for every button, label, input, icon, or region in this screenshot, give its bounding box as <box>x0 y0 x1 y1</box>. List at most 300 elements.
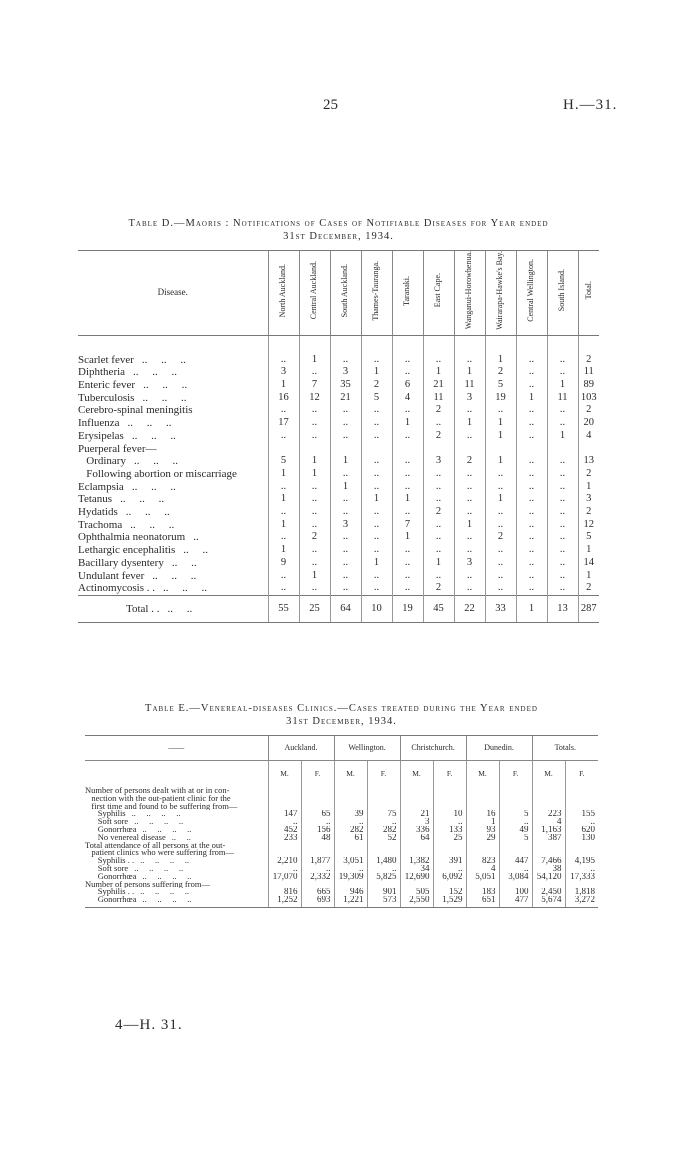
value-cell: 2 <box>423 404 454 417</box>
table-e-caption-line2: 31st December, 1934. <box>286 716 397 727</box>
value-cell: .. <box>361 455 392 468</box>
value-cell <box>268 795 301 803</box>
value-cell: 3 <box>330 366 361 379</box>
value-cell: .. <box>485 404 516 417</box>
row-label-text: Number of persons suffering from— <box>85 880 210 889</box>
sex-subheader: M. <box>268 761 301 788</box>
value-cell: .. <box>330 354 361 367</box>
value-cell: .. <box>330 468 361 481</box>
value-cell <box>499 881 532 889</box>
value-cell: 11 <box>578 366 599 379</box>
value-cell: 477 <box>499 896 532 907</box>
value-cell: .. <box>299 430 330 443</box>
value-cell: .. <box>392 455 423 468</box>
spacer-cell <box>361 335 392 354</box>
value-cell: .. <box>516 493 547 506</box>
row-label <box>85 795 268 803</box>
value-cell: 21 <box>330 392 361 405</box>
value-cell: 1 <box>454 417 485 430</box>
value-cell: 35 <box>330 379 361 392</box>
region-column-label: Total. <box>583 281 593 300</box>
value-cell: 25 <box>433 834 466 842</box>
value-cell: .. <box>423 544 454 557</box>
value-cell: .. <box>330 570 361 583</box>
value-cell <box>400 842 433 850</box>
region-column-header <box>485 251 516 336</box>
value-cell: 2 <box>578 354 599 367</box>
value-cell: .. <box>392 354 423 367</box>
value-cell: 17,333 <box>565 873 598 881</box>
value-cell <box>499 803 532 811</box>
value-cell: 1 <box>423 557 454 570</box>
value-cell: .. <box>268 430 299 443</box>
value-cell <box>361 443 392 456</box>
disease-name: Eclampsia <box>78 480 124 493</box>
table-row <box>78 531 599 544</box>
value-cell: 387 <box>532 834 565 842</box>
value-cell <box>334 849 367 857</box>
value-cell: 1 <box>299 354 330 367</box>
value-cell: .. <box>361 468 392 481</box>
table-row <box>78 506 599 519</box>
row-label-text: No venereal disease <box>85 833 166 842</box>
value-cell: .. <box>367 818 400 826</box>
value-cell <box>334 842 367 850</box>
sex-subheader: M. <box>532 761 565 788</box>
value-cell: 2 <box>578 404 599 417</box>
table-row <box>85 865 598 873</box>
value-cell: .. <box>547 570 578 583</box>
row-label <box>85 810 268 818</box>
table-row <box>78 392 599 405</box>
value-cell: 1,480 <box>367 857 400 865</box>
disease-name: Following abortion or miscarriage <box>78 467 237 480</box>
value-cell: .. <box>367 865 400 873</box>
value-cell: .. <box>268 481 299 494</box>
value-cell: .. <box>299 557 330 570</box>
value-cell: .. <box>547 366 578 379</box>
value-cell: 1 <box>268 468 299 481</box>
value-cell: .. <box>423 519 454 532</box>
table-row <box>78 366 599 379</box>
table-row <box>78 430 599 443</box>
value-cell <box>578 443 599 456</box>
value-cell: 152 <box>433 888 466 896</box>
value-cell <box>423 443 454 456</box>
leader-dots: .. .. .. .. <box>134 864 184 873</box>
value-cell: 7,466 <box>532 857 565 865</box>
value-cell <box>499 795 532 803</box>
value-cell <box>565 842 598 850</box>
value-cell: 1 <box>299 468 330 481</box>
value-cell: .. <box>485 544 516 557</box>
value-cell <box>454 443 485 456</box>
value-cell: 1 <box>485 455 516 468</box>
region-column-header <box>268 251 299 336</box>
value-cell: 1 <box>454 366 485 379</box>
table-row <box>78 582 599 595</box>
row-label <box>85 818 268 826</box>
value-cell: 452 <box>268 826 301 834</box>
disease-name: Puerperal fever— <box>78 442 157 455</box>
value-cell: 13 <box>578 455 599 468</box>
table-d-caption <box>78 217 599 243</box>
region-column-header <box>361 251 392 336</box>
value-cell: 2,450 <box>532 888 565 896</box>
value-cell: 1 <box>361 493 392 506</box>
row-label <box>85 787 268 795</box>
value-cell: .. <box>268 865 301 873</box>
value-cell <box>301 849 334 857</box>
value-cell <box>565 803 598 811</box>
value-cell: .. <box>299 519 330 532</box>
value-cell <box>466 849 499 857</box>
value-cell: 4 <box>578 430 599 443</box>
value-cell: 17 <box>268 417 299 430</box>
leader-dots: .. .. .. <box>142 391 187 404</box>
disease-label <box>78 481 268 494</box>
value-cell: 45 <box>423 595 454 622</box>
value-cell: .. <box>423 531 454 544</box>
value-cell: .. <box>516 354 547 367</box>
value-cell: .. <box>330 582 361 595</box>
value-cell: .. <box>565 818 598 826</box>
value-cell: .. <box>516 519 547 532</box>
value-cell: 816 <box>268 888 301 896</box>
value-cell: 25 <box>299 595 330 622</box>
table-row <box>78 417 599 430</box>
value-cell: 3,051 <box>334 857 367 865</box>
value-cell: .. <box>454 582 485 595</box>
leader-dots: .. .. .. <box>152 569 197 582</box>
table-row <box>78 557 599 570</box>
disease-name: Trachoma <box>78 518 123 531</box>
value-cell: 29 <box>466 834 499 842</box>
value-cell: 1 <box>392 493 423 506</box>
value-cell: 5,051 <box>466 873 499 881</box>
value-cell: 12 <box>578 519 599 532</box>
value-cell <box>299 443 330 456</box>
value-cell <box>268 803 301 811</box>
value-cell: .. <box>454 544 485 557</box>
value-cell: 5 <box>499 810 532 818</box>
table-row <box>85 842 598 850</box>
value-cell <box>301 803 334 811</box>
value-cell: .. <box>423 570 454 583</box>
value-cell: .. <box>392 570 423 583</box>
value-cell: .. <box>330 430 361 443</box>
leader-dots: .. .. <box>167 602 193 615</box>
table-row <box>85 896 598 907</box>
value-cell: 130 <box>565 834 598 842</box>
value-cell: 1,221 <box>334 896 367 907</box>
disease-label <box>78 404 268 417</box>
spacer-cell <box>547 335 578 354</box>
value-cell: 4,195 <box>565 857 598 865</box>
leader-dots: .. .. .. <box>133 455 178 468</box>
value-cell: .. <box>268 531 299 544</box>
value-cell: .. <box>361 481 392 494</box>
value-cell: .. <box>330 506 361 519</box>
value-cell: 61 <box>334 834 367 842</box>
value-cell: .. <box>516 404 547 417</box>
row-label-text: Total attendance of all persons at the out- <box>85 841 226 850</box>
value-cell: 19 <box>392 595 423 622</box>
value-cell: 233 <box>268 834 301 842</box>
disease-label <box>78 519 268 532</box>
value-cell: .. <box>361 430 392 443</box>
value-cell <box>433 881 466 889</box>
table-d-caption-line1: Table D.—Maoris : Notifications of Cases of Notifiable Diseases for Year ended <box>128 218 549 229</box>
value-cell: .. <box>485 481 516 494</box>
value-cell <box>330 443 361 456</box>
value-cell: 1 <box>547 379 578 392</box>
value-cell: 20 <box>578 417 599 430</box>
clinic-group-header: Totals. <box>532 736 598 761</box>
value-cell: .. <box>547 354 578 367</box>
table-row <box>78 455 599 468</box>
row-label <box>85 857 268 865</box>
disease-name: Lethargic encephalitis <box>78 544 176 557</box>
table-row <box>78 544 599 557</box>
region-column-header <box>578 251 599 336</box>
leader-dots: .. .. .. <box>133 366 178 379</box>
value-cell <box>499 787 532 795</box>
value-cell: .. <box>516 430 547 443</box>
value-cell: .. <box>454 468 485 481</box>
value-cell: .. <box>330 557 361 570</box>
value-cell: 1 <box>268 493 299 506</box>
value-cell: 54,120 <box>532 873 565 881</box>
value-cell: .. <box>547 468 578 481</box>
row-label <box>85 873 268 881</box>
value-cell: 49 <box>499 826 532 834</box>
value-cell: .. <box>268 818 301 826</box>
value-cell <box>466 787 499 795</box>
value-cell: 1 <box>392 531 423 544</box>
value-cell: .. <box>433 865 466 873</box>
value-cell: 4 <box>392 392 423 405</box>
value-cell: 10 <box>433 810 466 818</box>
table-row <box>85 881 598 889</box>
spacer-cell <box>78 335 268 354</box>
value-cell <box>367 795 400 803</box>
sex-subheader: F. <box>565 761 598 788</box>
value-cell <box>516 443 547 456</box>
value-cell: 75 <box>367 810 400 818</box>
value-cell: 5,674 <box>532 896 565 907</box>
disease-label <box>78 506 268 519</box>
sex-subheader: M. <box>334 761 367 788</box>
region-column-label: Wanganui-Horowhenua. <box>464 251 474 330</box>
value-cell: .. <box>392 430 423 443</box>
disease-label <box>78 455 268 468</box>
leader-dots: .. .. .. .. <box>140 888 189 897</box>
value-cell: 17,070 <box>268 873 301 881</box>
value-cell <box>334 881 367 889</box>
value-cell: .. <box>334 818 367 826</box>
region-column-header <box>392 251 423 336</box>
value-cell: 1 <box>330 455 361 468</box>
leader-dots: .. .. .. .. <box>134 818 184 826</box>
value-cell: 2,332 <box>301 873 334 881</box>
value-cell: .. <box>516 582 547 595</box>
region-column-label: Central Auckland. <box>309 261 319 320</box>
row-label-text: Gonorrhœa <box>85 825 137 834</box>
disease-name: Total . . <box>126 602 160 615</box>
value-cell: 3 <box>400 818 433 826</box>
value-cell: 391 <box>433 857 466 865</box>
value-cell: 1 <box>268 519 299 532</box>
disease-label <box>78 354 268 367</box>
value-cell <box>466 842 499 850</box>
value-cell: 39 <box>334 810 367 818</box>
value-cell <box>565 881 598 889</box>
row-label <box>85 842 268 850</box>
disease-label <box>78 582 268 595</box>
value-cell: 1 <box>330 481 361 494</box>
value-cell: 2 <box>578 582 599 595</box>
table-row <box>78 519 599 532</box>
disease-label <box>78 557 268 570</box>
value-cell: 2 <box>299 531 330 544</box>
value-cell: 1,252 <box>268 896 301 907</box>
value-cell: 823 <box>466 857 499 865</box>
value-cell: 183 <box>466 888 499 896</box>
value-cell <box>565 795 598 803</box>
value-cell: .. <box>485 582 516 595</box>
value-cell: .. <box>299 366 330 379</box>
row-label-text: Gonorrhœa <box>85 872 137 881</box>
value-cell: .. <box>423 417 454 430</box>
value-cell: .. <box>485 570 516 583</box>
value-cell: 946 <box>334 888 367 896</box>
value-cell: .. <box>547 481 578 494</box>
value-cell: 3 <box>330 519 361 532</box>
value-cell: .. <box>301 865 334 873</box>
leader-dots: .. .. .. <box>127 417 172 430</box>
value-cell: 3 <box>423 455 454 468</box>
value-cell: 3 <box>268 366 299 379</box>
value-cell: .. <box>423 468 454 481</box>
value-cell: 11 <box>423 392 454 405</box>
value-cell <box>466 881 499 889</box>
value-cell: 1,529 <box>433 896 466 907</box>
value-cell: .. <box>299 582 330 595</box>
value-cell <box>301 795 334 803</box>
value-cell <box>367 849 400 857</box>
value-cell: 2,210 <box>268 857 301 865</box>
sex-subheader: F. <box>301 761 334 788</box>
spacer-cell <box>392 335 423 354</box>
value-cell: .. <box>454 531 485 544</box>
leader-dots: .. <box>193 531 199 544</box>
disease-label <box>78 595 268 622</box>
value-cell: 2 <box>423 430 454 443</box>
spacer-cell <box>299 335 330 354</box>
value-cell <box>400 849 433 857</box>
value-cell: 5 <box>361 392 392 405</box>
value-cell <box>485 443 516 456</box>
value-cell: .. <box>454 430 485 443</box>
value-cell <box>367 881 400 889</box>
value-cell <box>499 849 532 857</box>
value-cell: .. <box>361 570 392 583</box>
value-cell: 21 <box>400 810 433 818</box>
row-label-text: Gonorrhœa <box>85 896 137 905</box>
value-cell: .. <box>299 481 330 494</box>
disease-label <box>78 570 268 583</box>
value-cell: 7 <box>299 379 330 392</box>
row-label-text: Syphilis . . <box>85 888 135 897</box>
value-cell: 1 <box>516 595 547 622</box>
value-cell: 651 <box>466 896 499 907</box>
leader-dots: .. .. .. .. <box>140 857 189 865</box>
value-cell: 2 <box>578 506 599 519</box>
value-cell: .. <box>454 404 485 417</box>
footer-reference: 4—H. 31. <box>115 1017 183 1033</box>
table-row <box>78 493 599 506</box>
value-cell: 6,092 <box>433 873 466 881</box>
disease-label <box>78 468 268 481</box>
value-cell: .. <box>361 354 392 367</box>
disease-label <box>78 531 268 544</box>
region-column-header <box>516 251 547 336</box>
value-cell: .. <box>268 570 299 583</box>
value-cell: 14 <box>578 557 599 570</box>
value-cell: .. <box>547 544 578 557</box>
value-cell: .. <box>516 455 547 468</box>
leader-dots: .. .. .. <box>131 429 176 442</box>
value-cell: 3,084 <box>499 873 532 881</box>
value-cell: .. <box>392 366 423 379</box>
value-cell <box>466 795 499 803</box>
value-cell <box>400 787 433 795</box>
row-label <box>85 881 268 889</box>
table-d-caption-line2: 31st December, 1934. <box>283 231 394 242</box>
value-cell: .. <box>361 404 392 417</box>
region-column-label: South Island. <box>557 269 567 312</box>
value-cell <box>268 842 301 850</box>
disease-name: Actinomycosis . . <box>78 582 155 595</box>
row-label-text: nection with the out-patient clinic for the <box>85 794 231 803</box>
table-row <box>85 803 598 811</box>
disease-label <box>78 443 268 456</box>
total-row <box>78 595 599 622</box>
value-cell: 100 <box>499 888 532 896</box>
value-cell: 1 <box>454 519 485 532</box>
value-cell <box>466 803 499 811</box>
region-column-label: Central Wellington. <box>526 259 536 322</box>
value-cell: .. <box>330 544 361 557</box>
value-cell <box>433 849 466 857</box>
value-cell: 3,272 <box>565 896 598 907</box>
value-cell: .. <box>392 404 423 417</box>
value-cell: 2 <box>423 506 454 519</box>
value-cell: 4 <box>466 865 499 873</box>
value-cell: .. <box>392 481 423 494</box>
disease-name: Cerebro-spinal meningitis <box>78 404 193 417</box>
value-cell: 16 <box>268 392 299 405</box>
value-cell: .. <box>268 582 299 595</box>
value-cell: .. <box>547 531 578 544</box>
leader-dots: .. .. <box>171 833 191 842</box>
row-label-text: Syphilis <box>85 810 126 819</box>
value-cell: 1 <box>485 417 516 430</box>
row-label-text: first time and found to be suffering from— <box>85 802 238 811</box>
value-cell <box>400 881 433 889</box>
value-cell: .. <box>361 582 392 595</box>
